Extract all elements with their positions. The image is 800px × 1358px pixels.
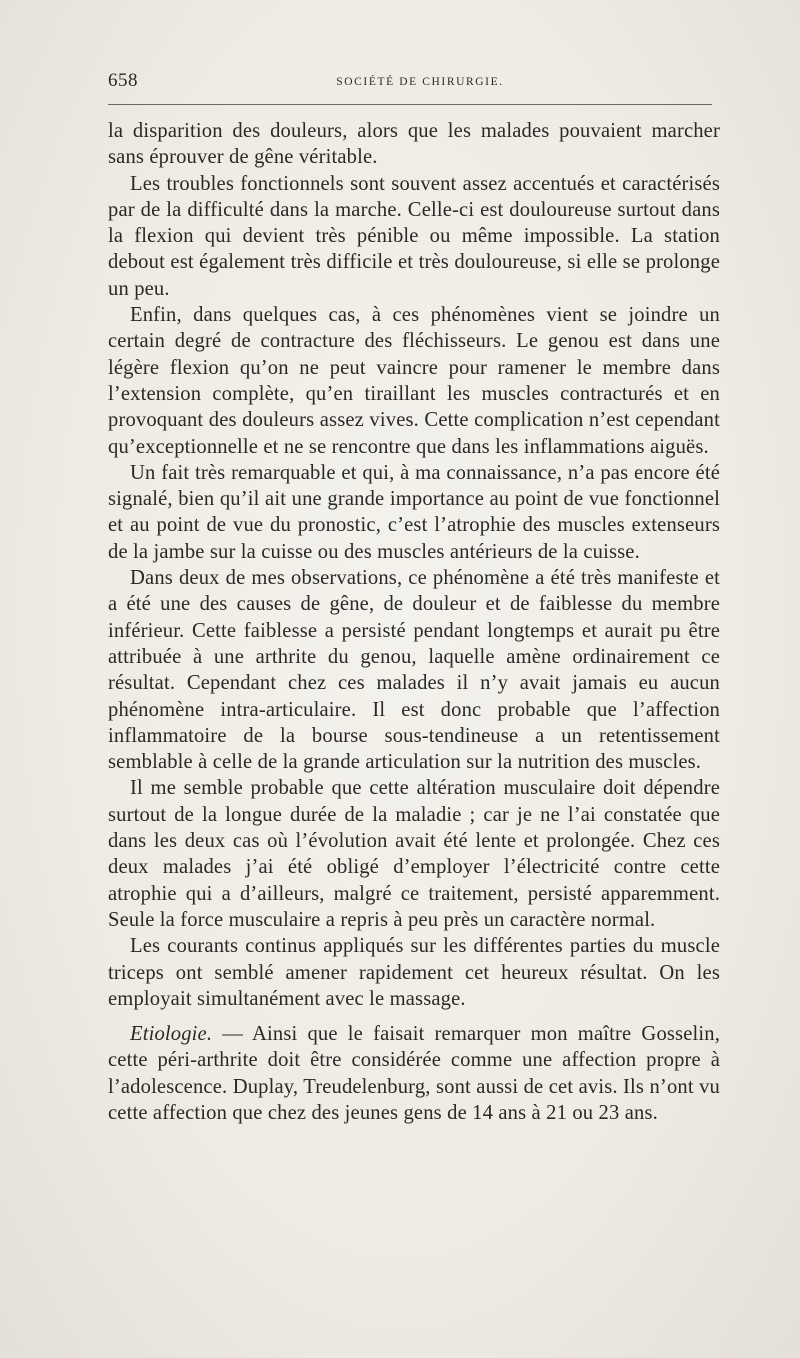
section-text: — Ainsi que le faisait remarquer mon maître Gosselin, cette péri-arthrite doit être considérée comme une affection propre à l’adolescence. Duplay, Treudelenburg, sont aussi de cet avis. Ils n’ont vu cette affection que chez des jeunes gens de 14 ans à 21 ou 23 ans.	[108, 1023, 720, 1124]
etiologie-paragraph	[108, 1021, 720, 1126]
section-heading: Etiologie.	[130, 1023, 213, 1046]
header-rule	[108, 104, 712, 105]
paragraph: Les troubles fonctionnels sont souvent assez accentués et caractérisés par de la difficulté dans la marche. Celle-ci est douloureuse surtout dans la flexion qui devient très pénible ou même impossible. La station debout est également très difficile et très douloureuse, si elle se prolonge un peu.	[108, 172, 720, 300]
paragraph: la disparition des douleurs, alors que les malades pouvaient marcher sans éprouver de gêne véritable.	[108, 120, 720, 169]
paragraph: Les courants continus appliqués sur les différentes parties du muscle triceps ont semblé amener rapidement cet heureux résultat. On les employait simultanément avec le massage.	[108, 935, 720, 1010]
page-number: 658	[108, 70, 138, 91]
paragraph: Il me semble probable que cette altération musculaire doit dépendre surtout de la longue durée de la maladie ; car je ne l’ai constatée que dans les deux cas où l’évolution avait été lente et prolongée. Chez ces deux malades j’ai été obligé d’employer l’électricité contre cette atrophie qui a d’ailleurs, malgré ce traitement, persisté apparemment. Seule la force musculaire a repris à peu près un caractère normal.	[108, 777, 720, 931]
running-title: SOCIÉTÉ DE CHIRURGIE.	[336, 76, 504, 88]
page-header	[108, 70, 712, 100]
body-text	[108, 118, 720, 1126]
paragraph: Dans deux de mes observations, ce phénomène a été très manifeste et a été une des causes de gêne, de douleur et de faiblesse du membre inférieur. Cette faiblesse a persisté pendant longtemps et aurait pu être attribuée à une arthrite du genou, laquelle amène ordinairement ce résultat. Cependant chez ces malades il n’y avait jamais eu aucun phénomène intra-articulaire. Il est donc probable que l’affection inflammatoire de la bourse sous-tendineuse a un retentissement semblable à celle de la grande articulation sur la nutrition des muscles.	[108, 567, 720, 774]
paragraph: Un fait très remarquable et qui, à ma connaissance, n’a pas encore été signalé, bien qu’il ait une grande importance au point de vue fonctionnel et au point de vue du pronostic, c’est l’atrophie des muscles extenseurs de la jambe sur la cuisse ou des muscles antérieurs de la cuisse.	[108, 461, 720, 563]
paragraph: Enfin, dans quelques cas, à ces phénomènes vient se joindre un certain degré de contracture des fléchisseurs. Le genou est dans une légère flexion qu’on ne peut vaincre pour ramener le membre dans l’extension complète, qu’en tiraillant les muscles contracturés et en provoquant des douleurs assez vives. Cette complication n’est cependant qu’exceptionnelle et ne se rencontre que dans les inflammations aiguës.	[108, 304, 720, 458]
